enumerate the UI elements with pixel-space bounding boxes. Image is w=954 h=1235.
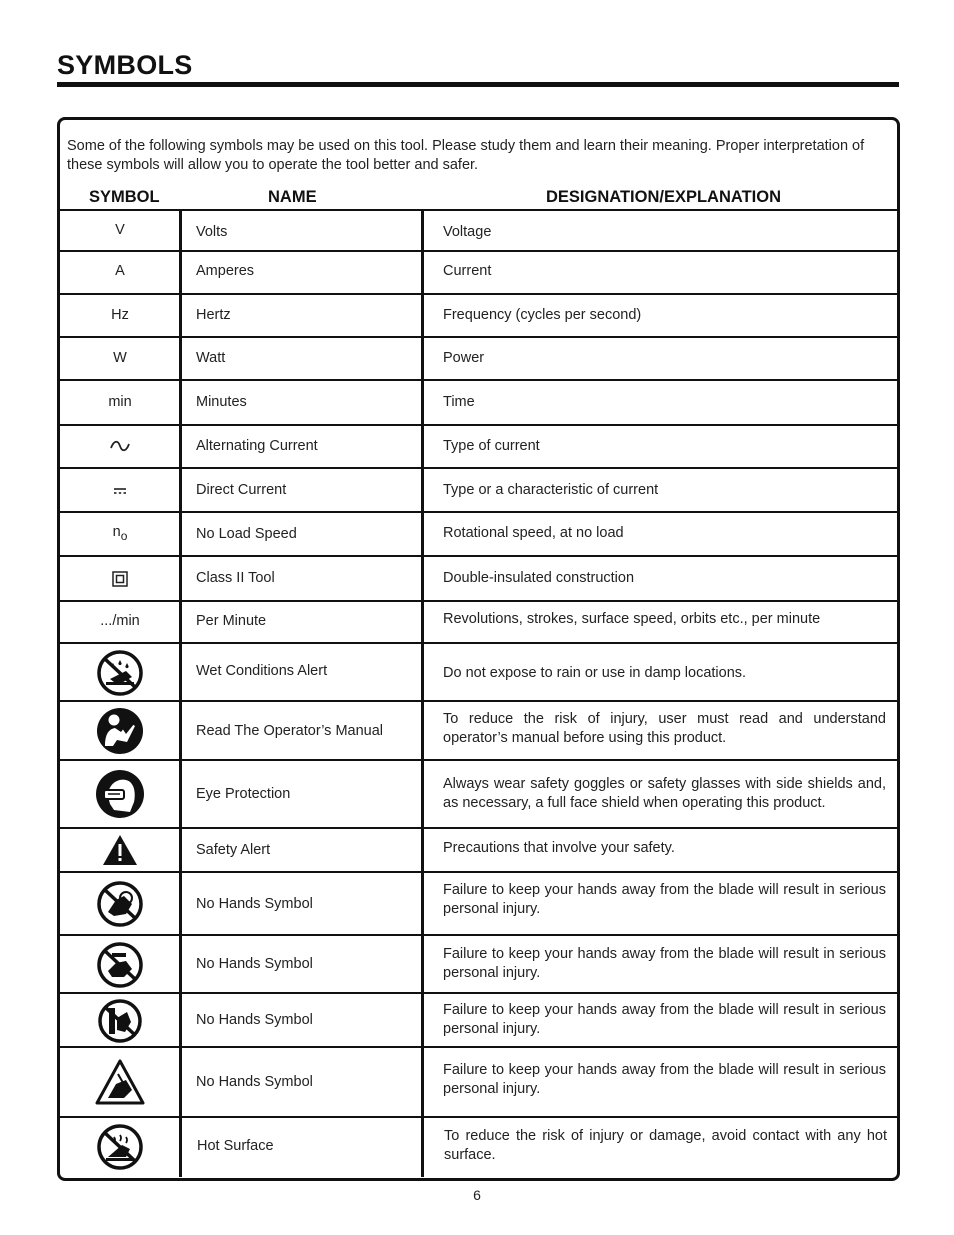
name-cell: Wet Conditions Alert — [196, 662, 328, 679]
symbol-cell: .../min — [100, 612, 140, 629]
page-number: 6 — [473, 1187, 481, 1203]
direct-current-icon — [112, 486, 128, 496]
no-hands-warning-icon — [94, 1058, 146, 1106]
symbol-cell: V — [115, 222, 125, 238]
designation-cell: Time — [443, 394, 475, 410]
symbol-cell: A — [115, 262, 125, 279]
eye-protection-icon — [94, 768, 146, 820]
header-symbol: SYMBOL — [89, 188, 160, 206]
header-name: NAME — [268, 188, 317, 206]
name-cell: Minutes — [196, 394, 247, 410]
name-cell: Volts — [196, 223, 228, 240]
no-hands-icon — [97, 998, 143, 1044]
designation-cell: Revolutions, strokes, surface speed, orbits etc., per minute — [443, 610, 821, 627]
symbol-cell — [60, 994, 180, 1047]
symbol-cell: W — [113, 349, 127, 366]
symbol-text: n — [112, 524, 121, 541]
name-cell: Hot Surface — [197, 1137, 274, 1154]
name-cell: Watt — [196, 349, 226, 366]
designation-cell: Always wear safety goggles or safety glasses with side shields and, as necessary, a full face shield when operating this product. — [443, 776, 886, 811]
intro-text: Some of the following symbols may be used on this tool. Please study them and learn their meaning. Proper interpretation of these symbols will allow you to operate the tool better and safer. — [67, 138, 865, 173]
designation-cell: Frequency (cycles per second) — [443, 306, 642, 323]
name-cell: No Hands Symbol — [196, 955, 313, 972]
designation-cell: Type or a characteristic of current — [443, 482, 659, 498]
name-cell: Read The Operator’s Manual — [196, 722, 383, 739]
no-hands-icon — [96, 941, 144, 989]
symbol-subscript: o — [120, 528, 128, 543]
symbol-cell — [60, 702, 180, 760]
name-cell: No Hands Symbol — [196, 895, 313, 912]
symbol-cell — [60, 557, 180, 600]
designation-cell: Double-insulated construction — [443, 570, 635, 586]
symbol-cell — [60, 644, 180, 701]
name-cell: Amperes — [196, 262, 255, 279]
symbol-cell — [60, 873, 180, 935]
column-divider — [421, 209, 424, 1177]
symbol-cell: min — [108, 394, 132, 410]
title-rule — [57, 82, 899, 87]
no-load-speed-symbol — [113, 523, 128, 546]
symbol-cell: Hz — [111, 306, 129, 323]
name-cell: Safety Alert — [196, 841, 271, 858]
designation-cell: To reduce the risk of injury, user must read and understand operator’s manual before using this product. — [443, 711, 886, 746]
name-cell: Hertz — [196, 306, 231, 323]
page-title: SYMBOLS — [57, 50, 193, 80]
name-cell: No Hands Symbol — [196, 1073, 313, 1090]
designation-cell: Type of current — [443, 437, 540, 454]
symbol-cell — [60, 761, 180, 827]
designation-cell: Failure to keep your hands away from the blade will result in serious personal injury. — [443, 1062, 886, 1097]
symbol-cell — [60, 1118, 180, 1176]
name-cell: Direct Current — [196, 482, 287, 498]
designation-cell: Current — [443, 262, 492, 279]
designation-cell: Power — [443, 349, 485, 366]
name-cell: No Load Speed — [196, 526, 297, 542]
name-cell: Eye Protection — [196, 785, 291, 802]
symbol-cell — [60, 1048, 180, 1116]
name-cell: No Hands Symbol — [196, 1011, 313, 1028]
header-designation: DESIGNATION/EXPLANATION — [546, 188, 781, 206]
symbol-cell — [60, 513, 180, 556]
symbol-cell — [60, 426, 180, 466]
class-ii-tool-icon — [112, 571, 128, 587]
name-cell: Per Minute — [196, 612, 267, 629]
name-cell: Class II Tool — [196, 570, 275, 586]
hot-surface-icon — [96, 1123, 144, 1171]
designation-cell: Rotational speed, at no load — [443, 524, 624, 541]
no-hands-icon — [96, 880, 144, 928]
designation-cell: Failure to keep your hands away from the blade will result in serious personal injury. — [443, 946, 886, 981]
safety-alert-icon — [101, 833, 139, 867]
symbol-cell — [60, 829, 180, 871]
designation-cell: To reduce the risk of injury or damage, avoid contact with any hot surface. — [444, 1128, 887, 1163]
designation-cell: Failure to keep your hands away from the blade will result in serious personal injury. — [443, 882, 886, 917]
symbol-cell — [60, 936, 180, 993]
designation-cell: Do not expose to rain or use in damp locations. — [443, 664, 747, 681]
symbol-cell — [60, 469, 180, 512]
designation-cell: Precautions that involve your safety. — [443, 839, 675, 856]
name-cell: Alternating Current — [196, 437, 318, 454]
designation-cell: Voltage — [443, 223, 492, 240]
read-manual-icon — [95, 706, 145, 756]
designation-cell: Failure to keep your hands away from the blade will result in serious personal injury. — [443, 1002, 886, 1037]
wet-conditions-icon — [96, 649, 144, 697]
alternating-current-icon — [109, 439, 131, 453]
